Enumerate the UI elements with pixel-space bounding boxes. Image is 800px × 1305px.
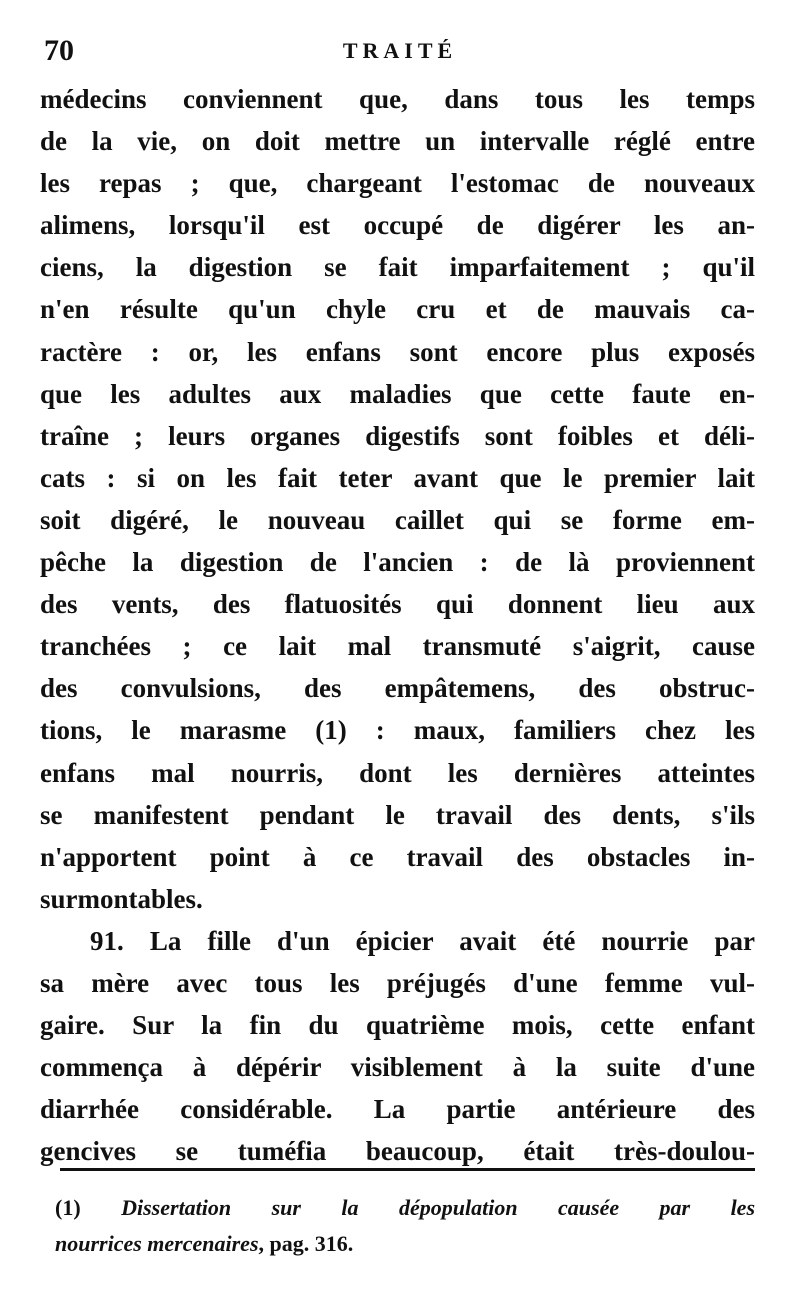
text-line: commença à dépérir visiblement à la suite d'une — [40, 1052, 755, 1083]
text-line: n'en résulte qu'un chyle cru et de mauvais ca- — [40, 294, 755, 325]
text-line: de la vie, on doit mettre un intervalle réglé entre — [40, 126, 755, 157]
text-line: enfans mal nourris, dont les dernières atteintes — [40, 757, 755, 788]
text-line: les repas ; que, chargeant l'estomac de nouveaux — [40, 168, 755, 199]
text-line: tions, le marasme (1) : maux, familiers chez les — [40, 715, 755, 746]
text-line: diarrhée considérable. La partie antérieure des — [40, 1094, 755, 1125]
text-line: ractère : or, les enfans sont encore plus exposés — [40, 336, 755, 367]
footnote-line-1 — [55, 1190, 755, 1226]
text-line: que les adultes aux maladies que cette faute en- — [40, 378, 755, 409]
footnote-page-ref: , pag. 316. — [258, 1231, 354, 1256]
text-line: sa mère avec tous les préjugés d'une femme vul- — [40, 967, 755, 998]
footnote — [55, 1190, 755, 1262]
text-line: traîne ; leurs organes digestifs sont foibles et déli- — [40, 420, 755, 451]
footnote-divider — [60, 1168, 755, 1171]
text-line: soit digéré, le nouveau caillet qui se forme em- — [40, 504, 755, 535]
text-line: des vents, des flatuosités qui donnent lieu aux — [40, 589, 755, 620]
text-line: tranchées ; ce lait mal transmuté s'aigrit, cause — [40, 631, 755, 662]
paragraph-1 — [40, 78, 755, 920]
page-number: 70 — [44, 34, 74, 67]
running-title: TRAITÉ — [342, 38, 458, 63]
body-text — [40, 78, 755, 1172]
text-line: surmontables. — [40, 883, 203, 914]
text-line: alimens, lorsqu'il est occupé de digérer les an- — [40, 210, 755, 241]
text-line: cats : si on les fait teter avant que le premier lait — [40, 462, 755, 493]
paragraph-2 — [40, 920, 755, 1173]
footnote-citation-title-cont: nourrices mercenaires — [55, 1231, 259, 1256]
text-line: n'apportent point à ce travail des obstacles in- — [40, 841, 755, 872]
text-line: se manifestent pendant le travail des dents, s'ils — [40, 799, 755, 830]
footnote-line-2 — [55, 1226, 755, 1262]
text-line: gaire. Sur la fin du quatrième mois, cette enfant — [40, 1010, 755, 1041]
text-line: médecins conviennent que, dans tous les temps — [40, 84, 755, 114]
footnote-citation-title: Dissertation sur la dépopulation causée par les — [121, 1195, 756, 1220]
text-line: 91. La fille d'un épicier avait été nourrie par — [90, 925, 755, 956]
text-line: des convulsions, des empâtemens, des obstruc- — [40, 673, 755, 704]
text-line: gencives se tuméfia beaucoup, était très-doulou- — [40, 1136, 755, 1167]
text-line: pêche la digestion de l'ancien : de là proviennent — [40, 547, 755, 578]
page-header — [30, 28, 770, 72]
footnote-marker: (1) — [55, 1195, 81, 1220]
text-line: ciens, la digestion se fait imparfaitement ; qu'il — [40, 252, 755, 283]
